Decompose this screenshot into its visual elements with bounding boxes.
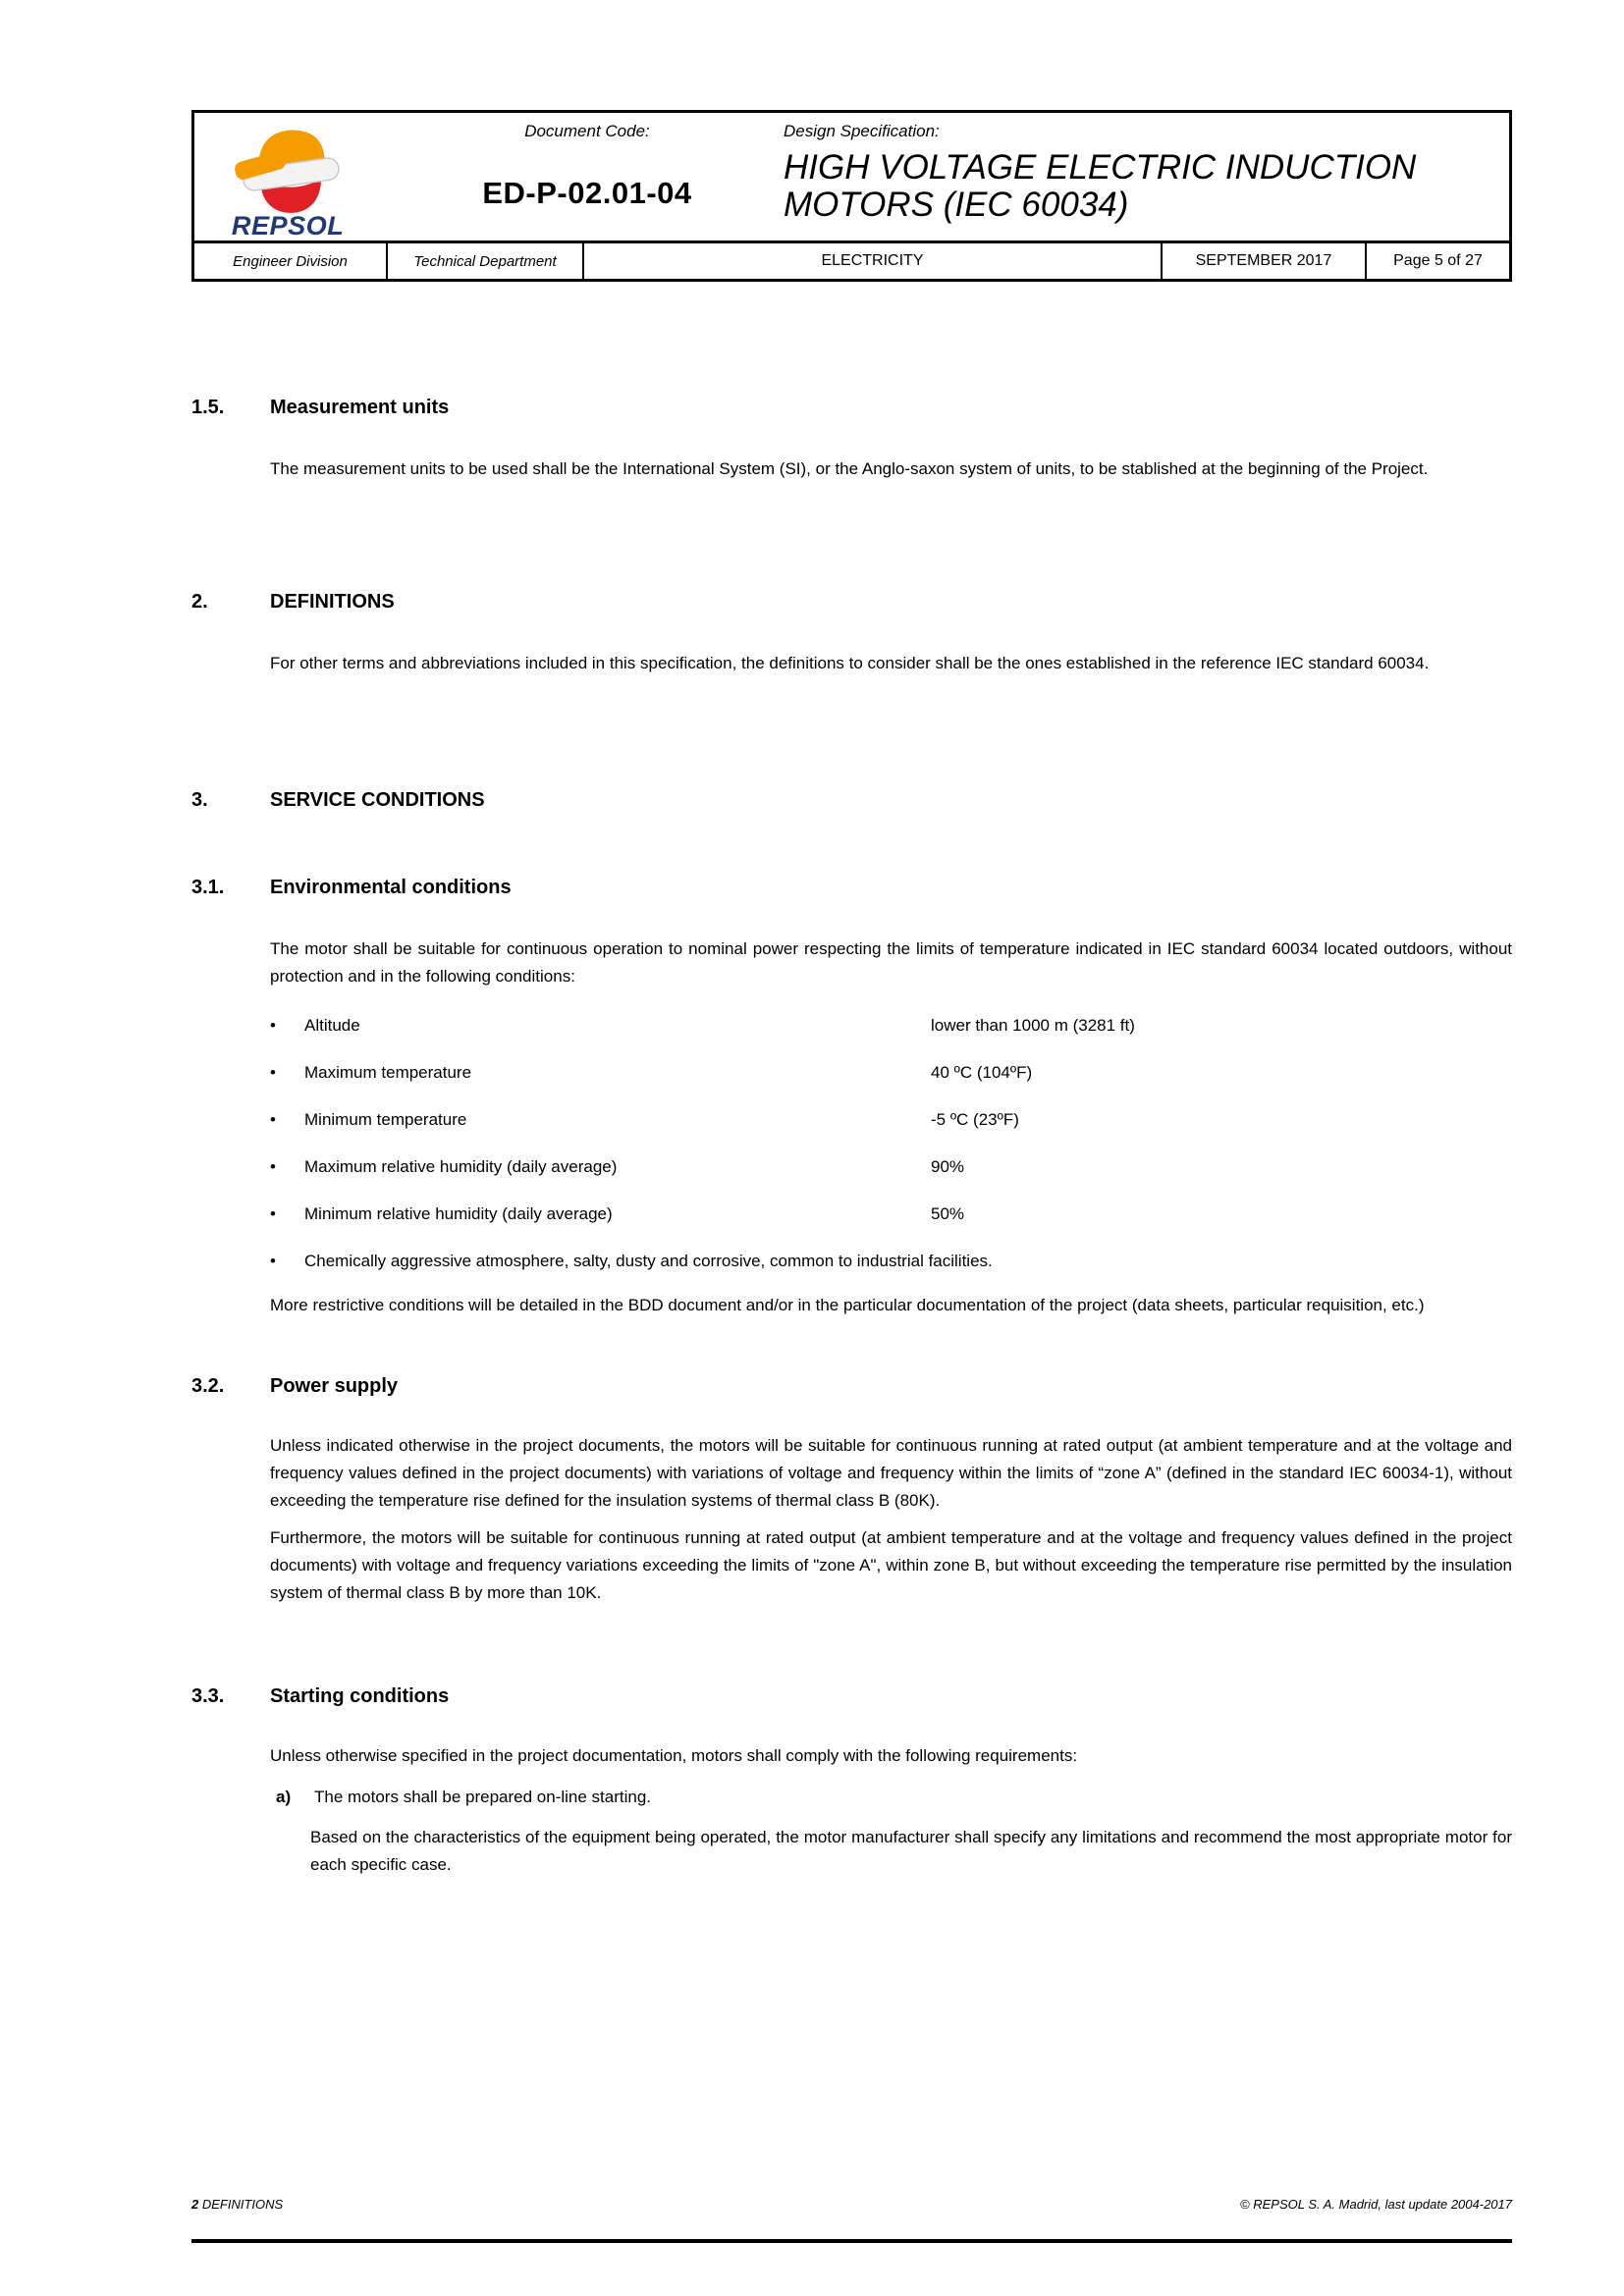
condition-label: Maximum relative humidity (daily average) [304,1157,618,1176]
item-marker: a) [276,1788,292,1806]
design-spec-label: Design Specification: [784,122,940,140]
section-title: Starting conditions [270,1685,450,1707]
paragraph: Unless otherwise specified in the project documentation, motors shall comply with the following requirements: [270,1746,1078,1765]
document-title-line2: MOTORS (IEC 60034) [784,186,1129,224]
design-spec-cell [739,113,1509,240]
item-text: The motors shall be prepared on-line starting. [314,1788,652,1806]
document-title [784,149,1499,224]
list-item [270,1153,1512,1181]
bullet-icon: • [270,1063,276,1082]
section-title: Power supply [270,1375,399,1397]
conditions-list [191,1012,1512,1275]
section-title: DEFINITIONS [270,591,395,613]
paragraph: Unless indicated otherwise in the project documents, the motors will be suitable for continuous running at rated output (at ambient temperature and at the voltage and frequency values defined in the project documents) with variations of voltage and frequency within the limits of “zone A” (defined in the standard IEC 60034-1), without exceeding the temperature rise defined for the insulation systems of thermal class B (80K). [270,1436,1512,1510]
bullet-icon: • [270,1016,276,1035]
paragraph: More restrictive conditions will be detailed in the BDD document and/or in the particular documentation of the project (data sheets, particular requisition, etc.) [270,1296,1425,1314]
paragraph: The motor shall be suitable for continuous operation to nominal power respecting the limits of temperature indicated in IEC standard 60034 located outdoors, without protection and in the following conditions: [270,939,1512,986]
meta-date: SEPTEMBER 2017 [1161,243,1365,279]
condition-label: Maximum temperature [304,1063,472,1082]
section-heading-3-2 [191,1373,1512,1399]
document-code-value: ED-P-02.01-04 [482,176,692,210]
bullet-icon: • [270,1157,276,1176]
list-item [270,1106,1512,1134]
meta-department: Technical Department [386,243,582,279]
footer-copyright: © REPSOL S. A. Madrid, last update 2004-2017 [1240,2197,1512,2212]
logo-cell [194,113,435,240]
section-title: SERVICE CONDITIONS [270,789,485,811]
condition-label: Minimum temperature [304,1110,467,1129]
meta-page-number: Page 5 of 27 [1365,243,1509,279]
section-number: 1.5. [191,397,225,418]
section-number: 2. [191,591,208,613]
section-heading-3-3 [191,1683,1512,1709]
condition-value: 90% [931,1157,965,1176]
section-heading-3-1 [191,875,1512,900]
repsol-wordmark: REPSOL [231,210,344,238]
meta-discipline: ELECTRICITY [582,243,1161,279]
condition-value: 40 ºC (104ºF) [931,1063,1033,1082]
ordered-item-a [276,1784,1512,1811]
section-number: 3. [191,789,208,811]
meta-division: Engineer Division [233,252,348,270]
condition-label: Minimum relative humidity (daily average) [304,1204,613,1223]
footer-section-number: 2 [191,2197,199,2212]
repsol-logo-icon [229,116,352,238]
section-heading-1-5 [191,395,1512,420]
list-item [270,1201,1512,1228]
section-title: Environmental conditions [270,877,512,898]
condition-value: 50% [931,1204,965,1223]
footer-section-label: DEFINITIONS [201,2197,284,2212]
document-body [191,395,1512,1879]
condition-label: Altitude [304,1016,360,1035]
paragraph: For other terms and abbreviations included in this specification, the definitions to consider shall be the ones established in the reference IEC standard 60034. [270,654,1430,672]
document-code-label: Document Code: [524,122,650,140]
list-item [270,1012,1512,1040]
paragraph: Furthermore, the motors will be suitable for continuous running at rated output (at ambient temperature and at the voltage and frequency values defined in the project documents) with voltage and frequency variations exceeding the limits of "zone A", within zone B, but without exceeding the temperature rise permitted by the insulation system of thermal class B by more than 10K. [270,1528,1512,1602]
bullet-icon: • [270,1204,276,1223]
section-heading-3 [191,787,1512,813]
header-meta-row [194,240,1509,279]
list-item [270,1059,1512,1087]
header-top-row [194,113,1509,240]
section-number: 3.1. [191,877,225,898]
paragraph: The measurement units to be used shall be the International System (SI), or the Anglo-saxon system of units, to be stablished at the beginning of the Project. [270,459,1429,478]
section-number: 3.3. [191,1685,225,1707]
bullet-icon: • [270,1252,276,1270]
footer-section-ref [191,2197,283,2213]
bullet-icon: • [270,1110,276,1129]
section-heading-2 [191,589,1512,614]
document-title-line1: HIGH VOLTAGE ELECTRIC INDUCTION [784,148,1417,187]
list-item [270,1248,1512,1275]
condition-value: lower than 1000 m (3281 ft) [931,1016,1135,1035]
condition-value: -5 ºC (23ºF) [931,1110,1019,1129]
document-code-cell [435,113,739,240]
condition-label: Chemically aggressive atmosphere, salty, dusty and corrosive, common to industrial facilities. [304,1252,993,1270]
paragraph: Based on the characteristics of the equipment being operated, the motor manufacturer shall specify any limitations and recommend the most appropriate motor for each specific case. [310,1828,1512,1874]
footer-divider [191,2239,1512,2243]
header-table [191,110,1512,282]
section-number: 3.2. [191,1375,225,1397]
page-footer [191,2197,1512,2213]
section-title: Measurement units [270,397,450,418]
